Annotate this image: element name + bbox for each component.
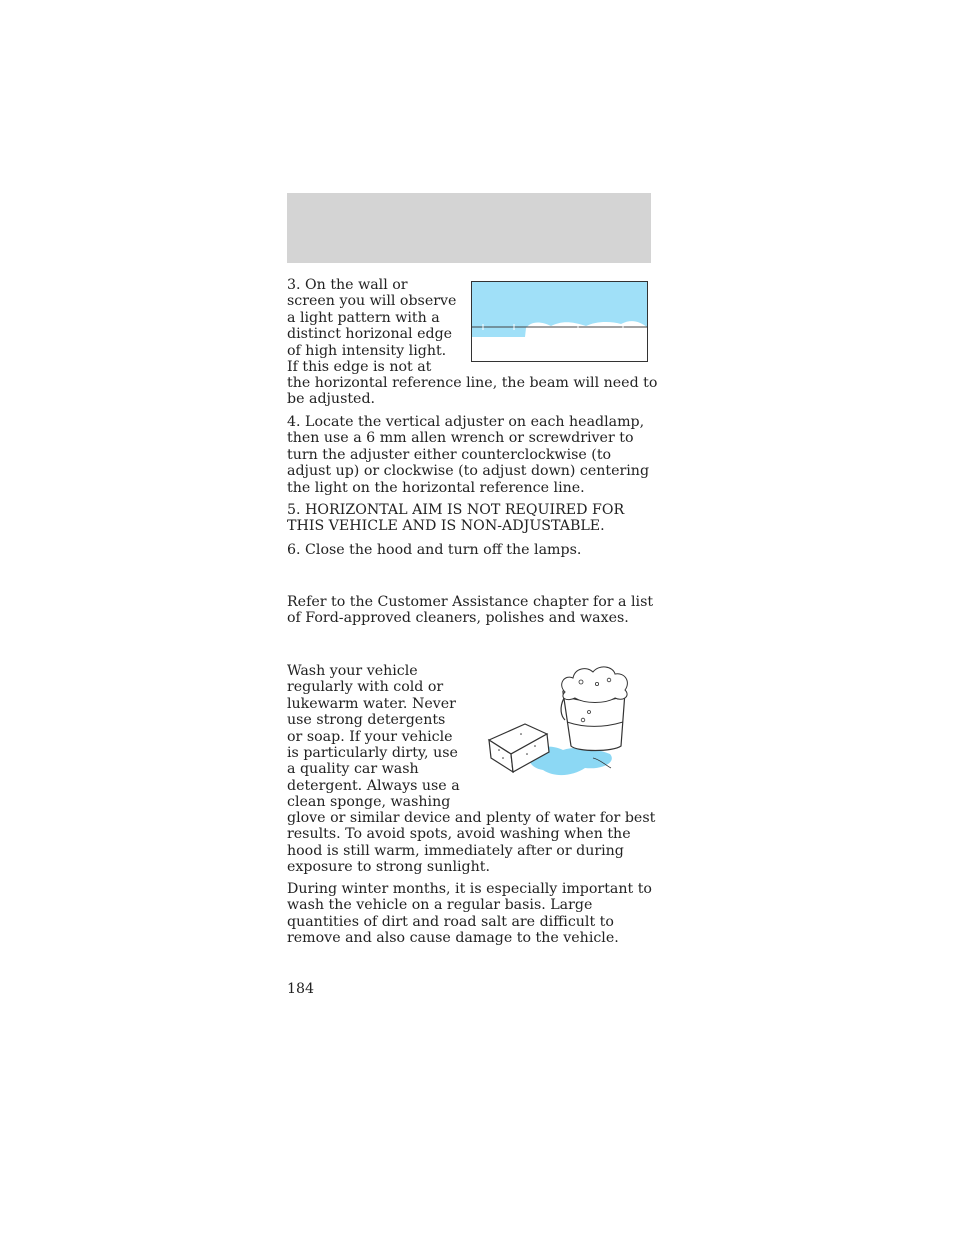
wash-line: detergent. Always use a (287, 777, 460, 794)
page-number: 184 (287, 981, 315, 997)
headlamp-light-pattern-illustration (471, 281, 648, 362)
wash-wrapped-lines (287, 663, 477, 811)
step-4-paragraph: 4. Locate the vertical adjuster on each headlamp, then use a 6 mm allen wrench or screwdriver to turn the adjuster either counterclockwise (to adjust up) or clockwise (to adjust down) centering the light on the horizontal reference line. (287, 414, 650, 496)
wash-line: use strong detergents (287, 712, 446, 729)
wash-line: or soap. If your vehicle (287, 728, 453, 745)
step-3-line: a light pattern with a (287, 309, 440, 326)
step-3-line: distinct horizonal edge (287, 326, 453, 343)
bucket-sponge-water-illustration (485, 662, 640, 782)
wash-line: lukewarm water. Never (287, 695, 456, 712)
wash-line: a quality car wash (287, 761, 419, 778)
section-header-band (287, 193, 651, 263)
step-3-line: of high intensity light. (287, 342, 447, 359)
wash-line: regularly with cold or (287, 679, 444, 696)
winter-paragraph: During winter months, it is especially important to wash the vehicle on a regular basis. Large quantities of dirt and road salt are difficult to remove and also cause damage to the vehicle. (287, 881, 652, 947)
step-3-line: 3. On the wall or (287, 277, 408, 293)
soap-suds-icon (562, 667, 628, 703)
refer-paragraph: Refer to the Customer Assistance chapter for a list of Ford-approved cleaners, polishes and waxes. (287, 594, 654, 627)
step-3-line: screen you will observe (287, 293, 457, 310)
step-5-paragraph: 5. HORIZONTAL AIM IS NOT REQUIRED FOR THIS VEHICLE AND IS NON-ADJUSTABLE. (287, 502, 625, 535)
step-6-paragraph: 6. Close the hood and turn off the lamps. (287, 542, 582, 558)
wash-line: is particularly dirty, use (287, 745, 458, 762)
step-3-line: If this edge is not at (287, 359, 432, 376)
wash-line: Wash your vehicle (287, 663, 418, 679)
step-3-wrapped-lines (287, 277, 477, 375)
wash-continued: glove or similar device and plenty of water for best results. To avoid spots, avoid washing when the hood is still warm, immediately after or during exposure to strong sunlight. (287, 810, 656, 876)
step-3-continued: the horizontal reference line, the beam will need to be adjusted. (287, 375, 658, 408)
wash-line: clean sponge, washing (287, 794, 451, 811)
